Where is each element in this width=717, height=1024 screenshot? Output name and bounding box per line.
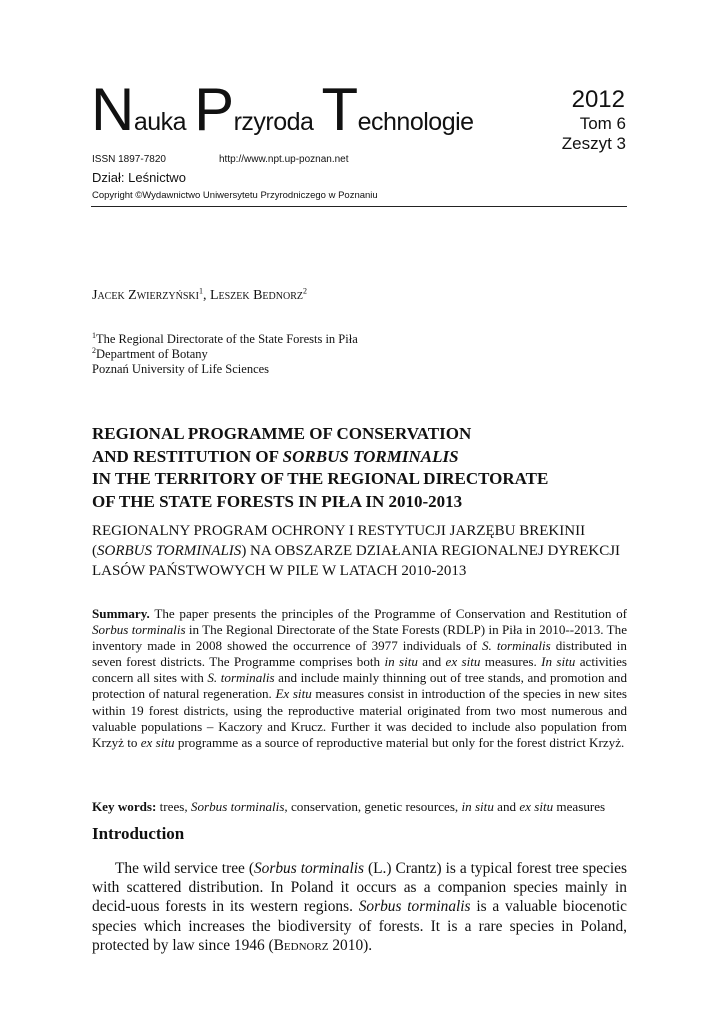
journal-year: 2012: [571, 86, 625, 113]
title-pl-line-3: LASÓW PAŃSTWOWYCH W PILE W LATACH 2010-2013: [92, 563, 467, 579]
affiliation-3: Poznań University of Life Sciences: [92, 362, 270, 376]
title-pl-line-2: (SORBUS TORMINALIS) NA OBSZARZE DZIAŁANIA REGIONALNEJ DYREKCJI: [92, 543, 621, 559]
journal-title: [91, 76, 482, 143]
summary-label: Summary.: [92, 606, 150, 621]
citation-author: Bednorz: [273, 936, 329, 954]
title-english: [92, 423, 632, 513]
title-en-line-2: AND RESTITUTION OF SORBUS TORMINALIS: [92, 446, 459, 466]
author-2: Leszek Bednorz: [209, 288, 303, 303]
header-divider: [91, 206, 627, 207]
journal-word-nauka: Nauka: [91, 76, 187, 143]
summary-paragraph: Summary. The paper presents the principles of the Programme of Conservation and Restitution of Sorbus torminalis in The Regional Directorate of the State Forests (RDLP) in Piła in 2010-​-2013. The inventory made in 2008 showed the occurrence of 3977 individuals of S. torminalis distributed in seven forest districts. The Programme comprises both in situ and ex situ measures. In situ activities concern all sites with S. torminalis and include mainly thinning out of tree stands, and promotion and protection of natural regeneration. Ex situ measures consist in introduction of the species in new sites within 19 forest districts, using the reproductive material originated from two most numerous and valuable populations – Kaczory and Krucz. Further it was decided to include also population from Krzyż to ex situ programme as a source of reproductive material but only for the forest district Krzyż.: [92, 606, 628, 750]
copyright: Copyright ©Wydawnictwo Uniwersytetu Przyrodniczego w Poznaniu: [92, 190, 378, 201]
title-en-line-3: IN THE TERRITORY OF THE REGIONAL DIRECTORATE: [92, 469, 549, 488]
section-label: Dział: Leśnictwo: [92, 170, 186, 185]
affiliation-2: $^2$Department of Botany: [92, 345, 208, 361]
title-en-line-1: REGIONAL PROGRAMME OF CONSERVATION: [92, 424, 472, 443]
title-pl-line-1: REGIONALNY PROGRAM OCHRONY I RESTYTUCJI JARZĘBU BREKINII: [92, 523, 586, 539]
issn: ISSN 1897-7820: [92, 154, 166, 165]
author-1: Jacek Zwierzyński: [92, 288, 199, 303]
journal-word-przyroda: Przyroda: [194, 76, 314, 143]
affiliation-1: $^1$The Regional Directorate of the State Forests in Piła: [92, 330, 358, 346]
journal-volume: Tom 6: [579, 114, 626, 133]
affiliations: [92, 332, 358, 377]
keywords-label: Key words:: [92, 799, 157, 814]
title-polish: [92, 521, 632, 581]
journal-issue: Zeszyt 3: [561, 134, 626, 153]
author-2-affiliation-mark: 2: [303, 286, 307, 296]
introduction-heading: Introduction: [92, 824, 185, 843]
introduction-paragraph: The wild service tree (Sorbus torminalis (L.) Crantz) is a typical forest tree species with scattered distribution. In Poland it occurs as a companion species mainly in decid-​uous forests in its western regions. Sorbus torminalis is a valuable biocenotic species which increases the biodiversity of forests. It is a rare species in Poland, protected by law since 1946 (Bednorz 2010).: [92, 860, 627, 954]
authors: [92, 288, 307, 304]
title-en-line-4: OF THE STATE FORESTS IN PIŁA IN 2010-2013: [92, 491, 463, 511]
author-separator: ,: [202, 288, 210, 303]
journal-word-technologie: Technologie: [321, 76, 474, 143]
journal-url[interactable]: http://www.npt.up-poznan.net: [219, 154, 349, 165]
author-1-affiliation-mark: 1: [198, 286, 203, 296]
keywords: Key words: trees, Sorbus torminalis, conservation, genetic resources, in situ and ex situ measures: [92, 799, 606, 814]
